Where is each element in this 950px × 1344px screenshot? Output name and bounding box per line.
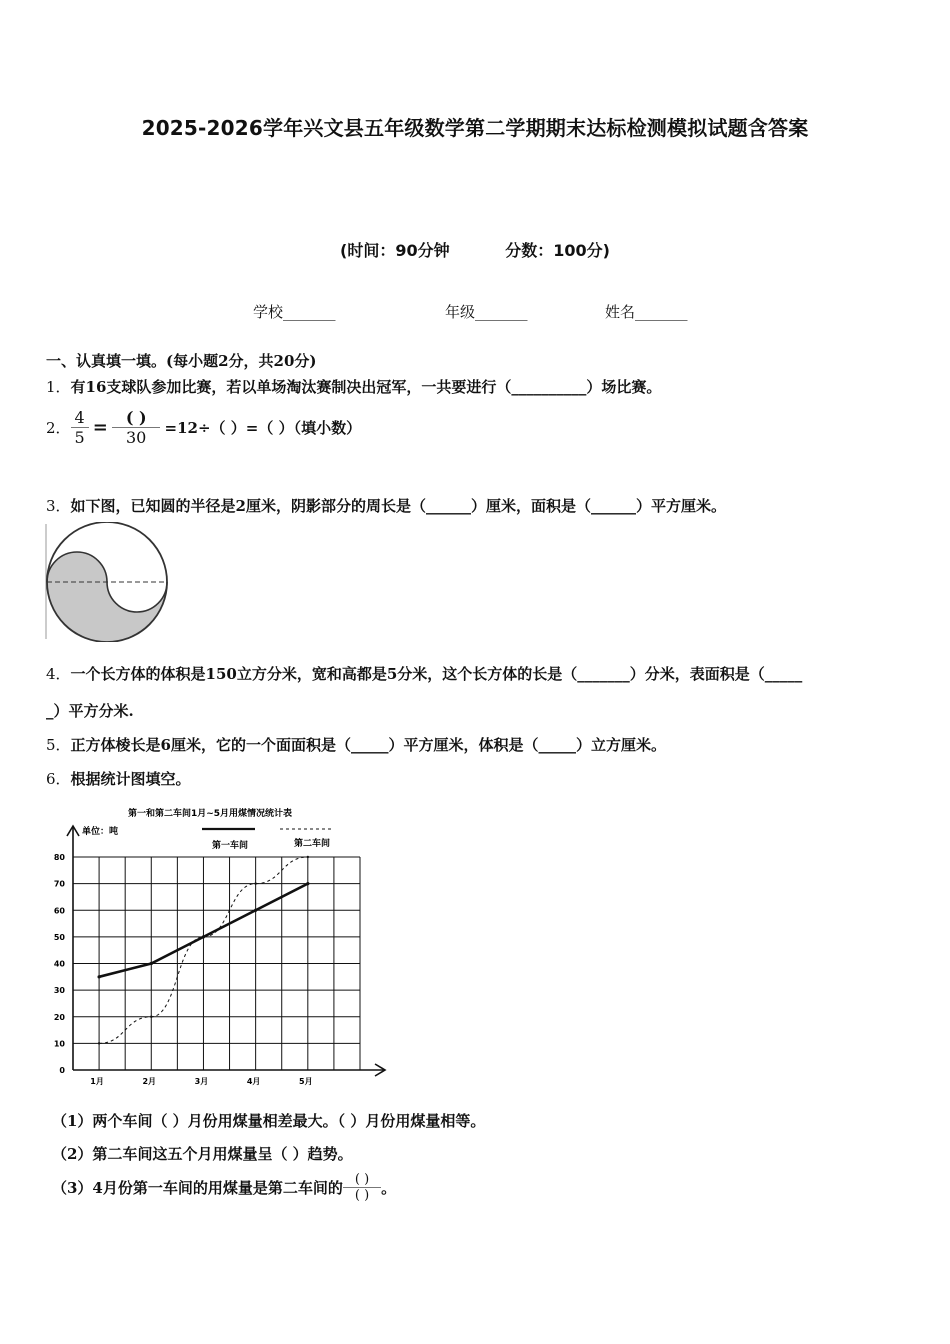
question-number: 4． bbox=[46, 665, 71, 683]
series-1-point bbox=[254, 909, 257, 912]
y-tick-label: 10 bbox=[53, 1039, 65, 1049]
question-4-cont: _）平方分米. bbox=[46, 702, 134, 720]
time-score-line: (时间：90分钟 分数：100分) bbox=[340, 241, 610, 260]
question-text: 一个长方体的体积是150立方分米，宽和高都是5分米，这个长方体的长是（_______）分米，表面积是（_____ bbox=[70, 665, 803, 683]
y-tick-label: 0 bbox=[59, 1066, 65, 1075]
question-text: （3）4月份第一车间的用煤量是第二车间的 bbox=[52, 1179, 343, 1197]
grade-field: 年级_______ bbox=[445, 303, 528, 321]
question-number: 2． bbox=[46, 419, 71, 437]
coal-usage-line-chart bbox=[40, 796, 400, 1096]
question-4 bbox=[46, 663, 802, 684]
question-text: 正方体棱长是6厘米，它的一个面面积是（_____）平方厘米，体积是（_____）立方厘米。 bbox=[70, 736, 666, 754]
question-text: =12÷（ ）=（ ）（填小数） bbox=[164, 419, 362, 437]
fraction-blank bbox=[343, 1172, 381, 1203]
series-2-point bbox=[254, 882, 256, 884]
fraction-numerator: 4 bbox=[74, 408, 85, 427]
chart-axes bbox=[67, 826, 385, 1076]
y-tick-label: 50 bbox=[53, 932, 65, 942]
y-tick-label: 30 bbox=[53, 986, 65, 996]
series-2-point bbox=[98, 1042, 100, 1044]
question-number: 6． bbox=[46, 770, 71, 788]
series-1-point bbox=[150, 962, 153, 965]
name-field: 姓名_______ bbox=[605, 303, 688, 321]
question-text: 有16支球队参加比赛，若以单场淘汰赛制决出冠军，一共要进行（__________）场比赛。 bbox=[70, 378, 662, 396]
question-text-end: 。 bbox=[381, 1179, 397, 1197]
question-number: 1． bbox=[46, 378, 71, 396]
x-tick-label: 1月 bbox=[90, 1077, 104, 1086]
question-6-sub-1: （1）两个车间（ ）月份用煤量相差最大。（ ）月份用煤量相等。 bbox=[52, 1112, 486, 1130]
question-text: 根据统计图填空。 bbox=[70, 770, 191, 788]
section-heading: 一、认真填一填。(每小题2分，共20分) bbox=[46, 352, 317, 370]
question-text: 如下图，已知圆的半径是2厘米，阴影部分的周长是（______）厘米，面积是（______）平方厘米。 bbox=[70, 497, 726, 515]
question-2 bbox=[46, 408, 361, 447]
legend-label-series-1: 第一车间 bbox=[211, 841, 249, 851]
question-6-sub-3 bbox=[52, 1172, 396, 1203]
series-2-point bbox=[150, 1016, 152, 1018]
fraction-denominator: 5 bbox=[71, 427, 89, 447]
question-number: 3． bbox=[46, 497, 71, 515]
x-tick-label: 2月 bbox=[142, 1077, 157, 1086]
y-tick-label: 80 bbox=[53, 853, 65, 862]
y-tick-label: 20 bbox=[53, 1012, 65, 1022]
y-tick-label: 70 bbox=[53, 879, 65, 889]
shaded-region bbox=[47, 552, 167, 642]
chart-unit-label: 单位：吨 bbox=[82, 827, 119, 837]
x-tick-label: 5月 bbox=[299, 1077, 313, 1086]
circle-figure bbox=[44, 522, 172, 642]
equals-sign: = bbox=[92, 417, 108, 438]
question-number: 5． bbox=[46, 736, 71, 754]
question-6-sub-2: （2）第二车间这五个月用煤量呈（ ）趋势。 bbox=[52, 1145, 353, 1163]
series-2-point bbox=[202, 936, 204, 938]
question-3 bbox=[46, 495, 726, 516]
x-tick-label: 3月 bbox=[194, 1077, 209, 1086]
chart-title: 第一和第二车间1月~5月用煤情况统计表 bbox=[127, 809, 293, 819]
series-2-point bbox=[307, 856, 309, 858]
series-1-point bbox=[97, 975, 100, 978]
fraction-4-5 bbox=[71, 408, 89, 447]
fraction-numerator: ( ) bbox=[354, 1172, 370, 1187]
question-6 bbox=[46, 768, 191, 789]
fraction-numerator: ( ) bbox=[125, 408, 147, 427]
question-5 bbox=[46, 734, 666, 755]
series-1-point bbox=[306, 882, 309, 885]
y-tick-label: 40 bbox=[53, 959, 65, 969]
page-title: 2025-2026学年兴文县五年级数学第二学期期末达标检测模拟试题含答案 bbox=[141, 116, 809, 140]
fraction-blank-30 bbox=[112, 408, 161, 447]
y-tick-label: 60 bbox=[53, 906, 65, 916]
question-1 bbox=[46, 376, 661, 397]
chart-x-ticks bbox=[90, 1077, 312, 1086]
school-field: 学校_______ bbox=[253, 303, 336, 321]
chart-y-ticks bbox=[54, 853, 66, 1075]
x-tick-label: 4月 bbox=[246, 1077, 261, 1086]
fraction-denominator: 30 bbox=[112, 427, 160, 447]
fraction-denominator: ( ) bbox=[343, 1187, 381, 1203]
legend-label-series-2: 第二车间 bbox=[293, 839, 331, 849]
